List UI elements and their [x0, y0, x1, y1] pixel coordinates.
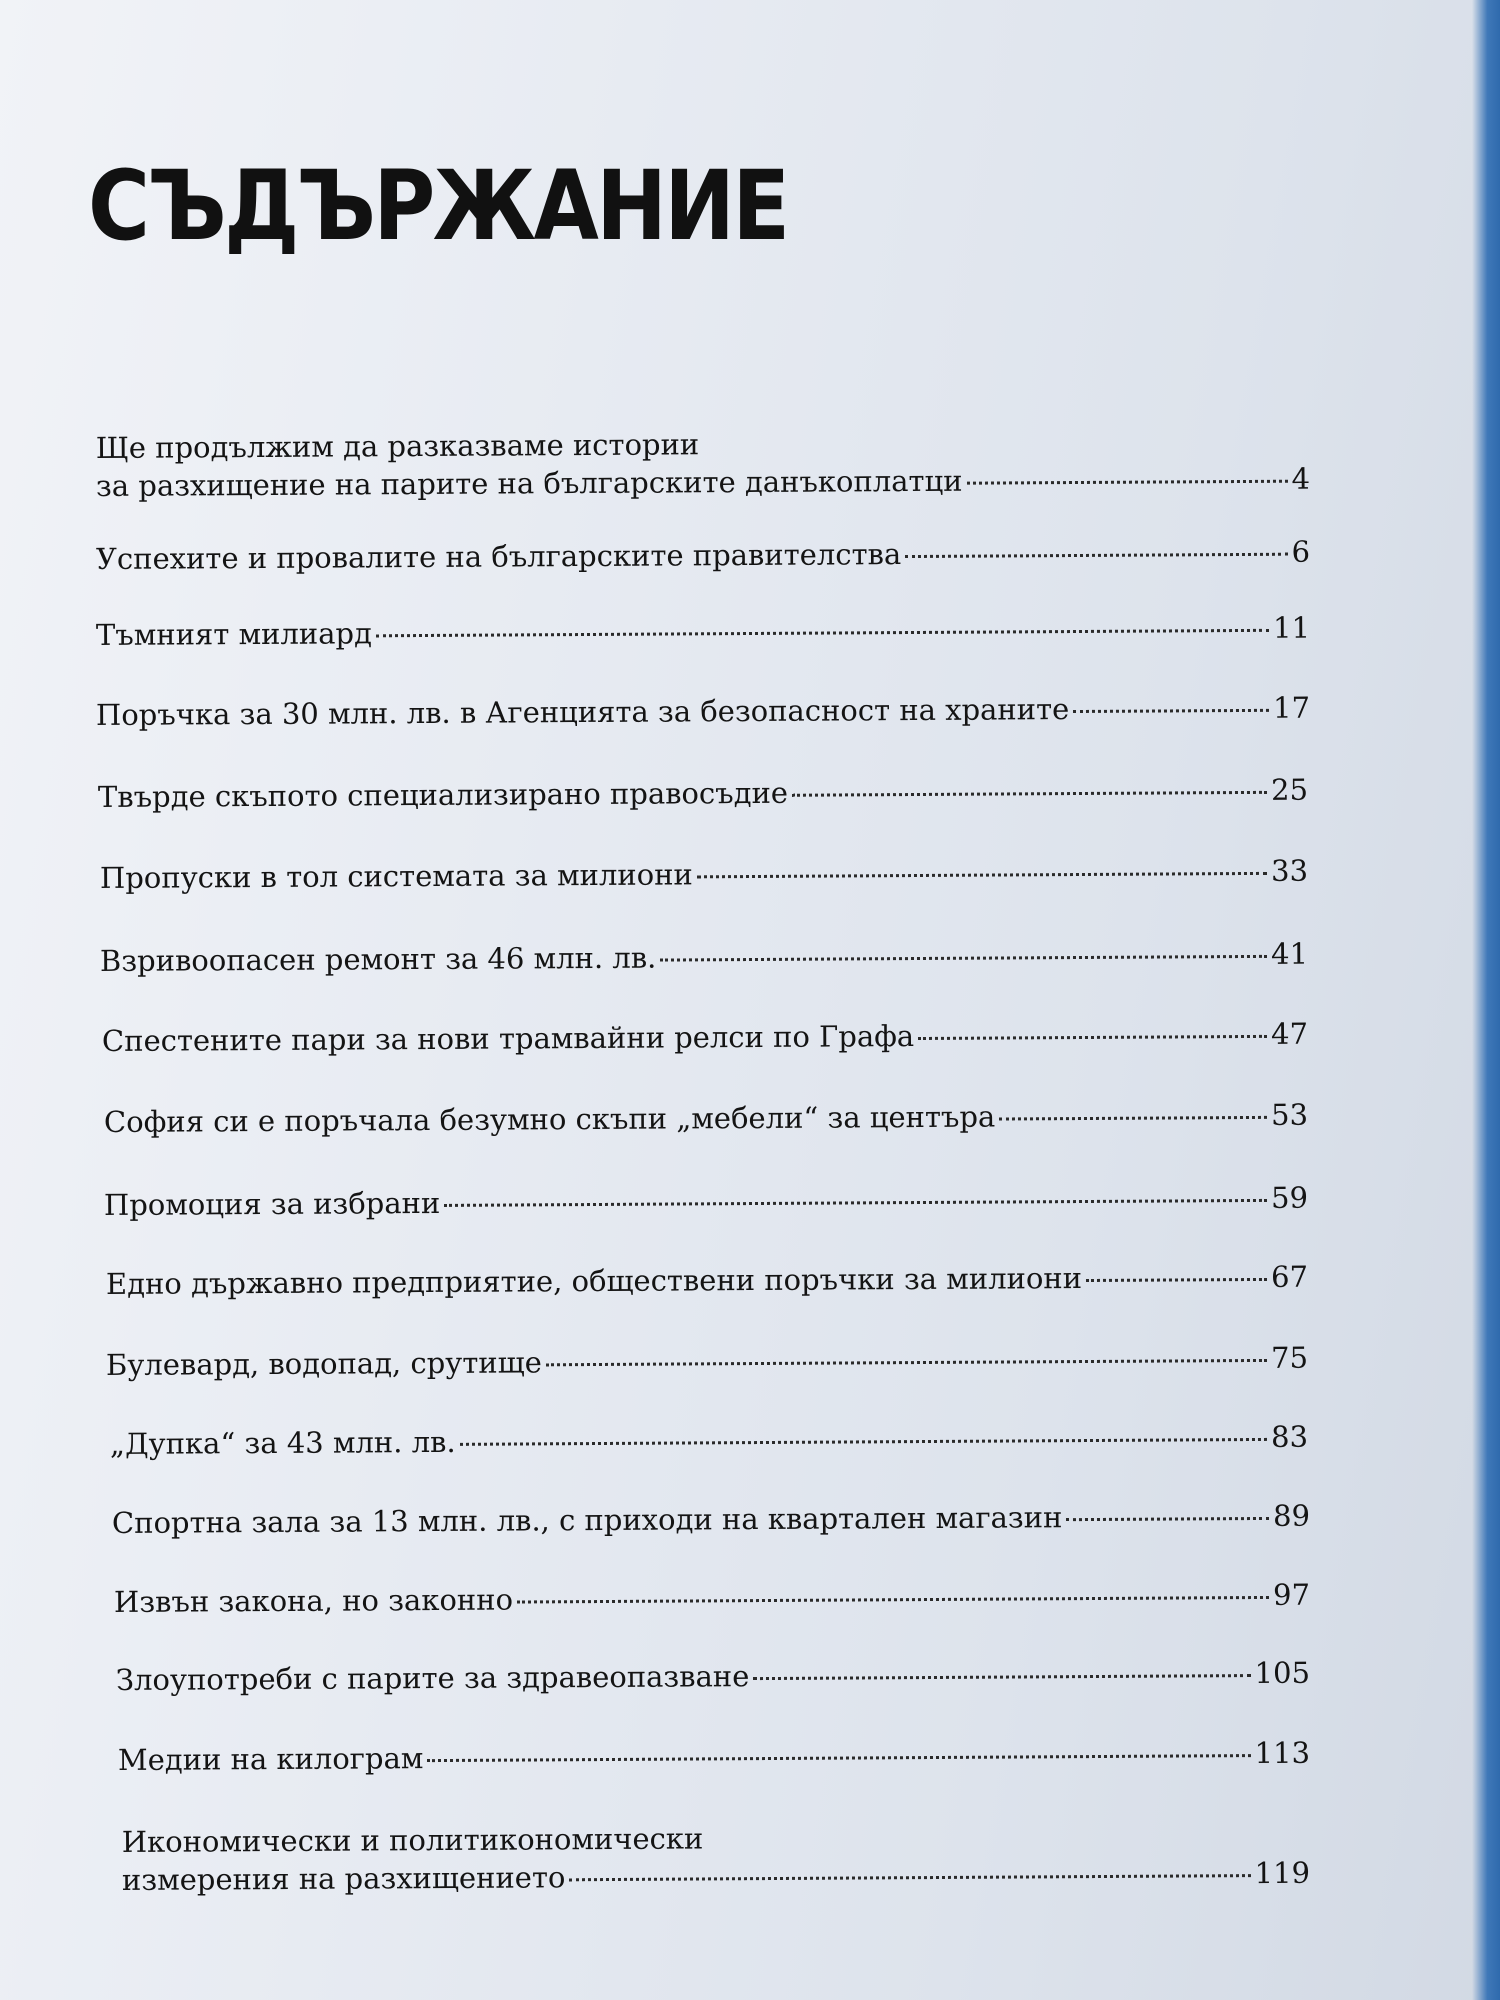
toc-entry-page: 67 [1270, 1259, 1309, 1294]
dot-leader [427, 1754, 1250, 1762]
toc-entry-page: 105 [1254, 1655, 1311, 1691]
toc-entry-title: Булевард, водопад, срутище [105, 1345, 542, 1382]
toc-entry-page: 119 [1254, 1855, 1311, 1891]
toc-entry-title: Спортна зала за 13 млн. лв., с приходи на квартален магазин [111, 1500, 1063, 1540]
toc-entry-title: Поръчка за 30 млн. лв. в Агенцията за безопасност на храните [95, 692, 1070, 732]
toc-entry [112, 1498, 1310, 1543]
toc-entry [102, 1016, 1308, 1061]
toc-entry [100, 936, 1308, 981]
toc-entry [96, 534, 1310, 579]
toc-entry-page: 97 [1272, 1577, 1311, 1612]
dot-leader [376, 629, 1269, 637]
toc-entry-title: Твърде скъпото специализирано правосъдие [97, 775, 789, 814]
dot-leader [967, 480, 1288, 485]
dot-leader [1086, 1278, 1267, 1282]
dot-leader [697, 872, 1267, 878]
toc-entry [104, 1180, 1308, 1225]
dot-leader [1073, 709, 1269, 713]
dot-leader [918, 1035, 1267, 1040]
toc-entry-page: 17 [1272, 690, 1311, 725]
toc-entry-title: измерения на разхищението [121, 1860, 566, 1897]
toc-entry-title: Медии на килограм [117, 1741, 424, 1777]
toc-entry-page: 89 [1272, 1498, 1311, 1533]
toc-entry-title: Тъмният милиард [95, 616, 373, 652]
toc-entry [96, 690, 1310, 735]
toc-entry-page: 47 [1270, 1016, 1309, 1051]
toc-entry-title: Едно държавно предприятие, обществени поръчки за милиони [105, 1261, 1083, 1301]
toc-entry [96, 610, 1310, 655]
dot-leader [905, 553, 1287, 558]
dot-leader [999, 1116, 1267, 1121]
dot-leader [792, 791, 1267, 797]
toc-entry-page: 59 [1270, 1180, 1309, 1215]
toc-entry-title: Успехите и провалите на българските правителства [95, 537, 902, 576]
toc-entry-page: 75 [1270, 1340, 1309, 1375]
toc-entry-title: „Дупка“ за 43 млн. лв. [109, 1424, 456, 1461]
dot-leader [444, 1199, 1267, 1207]
toc-entry [106, 1340, 1308, 1385]
toc-entry-page: 6 [1291, 534, 1311, 569]
toc-entry-title: Извън закона, но законно [113, 1582, 514, 1619]
toc-entry-page: 41 [1270, 936, 1309, 971]
toc-entry-title-line1: Ще продължим да разказваме истории [95, 427, 700, 466]
toc-entry [110, 1419, 1308, 1464]
toc-entry [95, 427, 1311, 506]
toc-entry-title: Промоция за избрани [103, 1185, 441, 1222]
dot-leader [517, 1596, 1269, 1604]
toc-entry [118, 1735, 1310, 1780]
toc-entry-title: Злоупотреби с парите за здравеопазване [115, 1659, 750, 1697]
toc-entry-page: 83 [1270, 1419, 1309, 1454]
toc-entry [98, 772, 1308, 817]
toc-entry [100, 853, 1308, 898]
dot-leader [660, 955, 1267, 962]
toc-entry-page: 53 [1270, 1097, 1309, 1132]
dot-leader [546, 1359, 1267, 1366]
toc-entry [121, 1821, 1311, 1900]
toc-entry [116, 1655, 1310, 1700]
toc-entry-title-line1: Икономически и политикономически [121, 1821, 704, 1860]
page-title: СЪДЪРЖАНИЕ [88, 150, 788, 262]
toc-entry-title: Пропуски в тол системата за милиони [99, 857, 693, 895]
toc-entry [104, 1097, 1308, 1142]
toc-entry-page: 11 [1272, 610, 1311, 645]
toc-entry-page: 113 [1254, 1735, 1311, 1771]
dot-leader [460, 1438, 1267, 1446]
toc-entry-title: Спестените пари за нови трамвайни релси по Графа [101, 1019, 915, 1058]
dot-leader [569, 1874, 1250, 1881]
toc-entry-title: Взривоопасен ремонт за 46 млн. лв. [99, 940, 657, 978]
toc-entry [114, 1577, 1310, 1622]
toc-entry-page: 33 [1270, 853, 1309, 888]
toc-entry-page: 25 [1270, 772, 1309, 807]
toc-entry-title: София си е поръчала безумно скъпи „мебели“ за центъра [103, 1099, 996, 1139]
dot-leader [1066, 1517, 1269, 1521]
toc-entry-page: 4 [1291, 461, 1311, 496]
toc-entry-title: за разхищение на парите на българските данъкоплатци [95, 463, 963, 503]
toc-entry [106, 1259, 1308, 1304]
dot-leader [753, 1674, 1250, 1680]
